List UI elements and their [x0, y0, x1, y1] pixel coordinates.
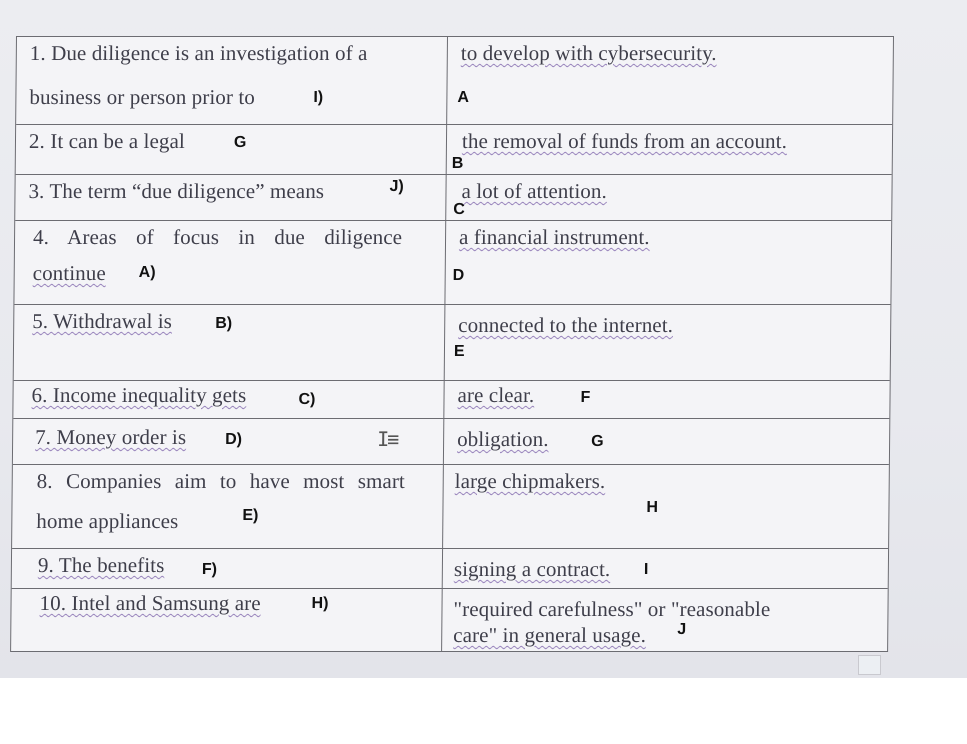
row-2-left-text: 2. It can be a legal [28, 129, 186, 153]
column-divider [442, 465, 444, 548]
column-divider [441, 589, 443, 651]
table-row [14, 221, 891, 305]
row-5-right-text: connected to the internet. [458, 313, 674, 337]
matching-table [10, 36, 894, 652]
row-10-left-text: 10. Intel and Samsung are [39, 591, 261, 615]
row-1-left-letter: I) [313, 89, 324, 106]
row-9-right-text: signing a contract. [453, 557, 611, 581]
row-6-left-letter: C) [298, 391, 316, 408]
column-divider [444, 305, 446, 380]
column-divider [446, 37, 448, 124]
row-8-right-letter: H [646, 499, 659, 516]
table-row [11, 589, 888, 651]
row-10-right-line-2: care" in general usage. [453, 623, 647, 647]
row-8-left-line-1: 8. Companies aim to have most smart [36, 469, 406, 493]
column-divider [442, 549, 443, 588]
table-row [14, 305, 891, 381]
text-cursor-icon: I≡ [377, 427, 398, 451]
row-6-right-letter: F [580, 389, 591, 406]
row-7-right-text: obligation. [457, 427, 549, 451]
row-3-right-text: a lot of attention. [461, 179, 608, 203]
row-10-right-line-1: "required carefulness" or "reasonable [453, 597, 771, 621]
table-row [13, 381, 889, 419]
column-divider [445, 175, 446, 220]
row-3-left-text: 3. The term “due diligence” means [28, 179, 325, 203]
row-9-left-letter: F) [201, 561, 218, 578]
row-4-left-line-2: continue [32, 261, 106, 285]
table-row [16, 125, 892, 175]
row-8-right-text: large chipmakers. [454, 469, 606, 493]
row-1-left-line-1: 1. Due diligence is an investigation of a [29, 41, 368, 65]
column-divider [443, 381, 444, 418]
row-8-left-line-2: home appliances [36, 509, 179, 533]
row-7-right-letter: G [591, 433, 604, 450]
row-1-right-text: to develop with cybersecurity. [460, 41, 717, 65]
row-10-left-letter: H) [311, 595, 329, 612]
column-divider [444, 221, 446, 304]
row-7-left-text: 7. Money order is [35, 425, 187, 449]
row-5-right-letter: E [453, 343, 465, 360]
row-3-left-letter: J) [389, 178, 404, 195]
row-4-right-letter: D [452, 267, 465, 284]
column-divider [446, 125, 447, 174]
column-divider [443, 419, 444, 464]
row-2-right-letter: B [451, 155, 464, 172]
row-9-right-letter: I [643, 561, 649, 578]
row-8-left-letter: E) [242, 507, 259, 524]
row-7-left-letter: D) [225, 431, 243, 448]
row-4-left-line-1: 4. Areas of focus in due diligence [32, 225, 403, 249]
table-row [16, 37, 893, 125]
row-4-right-text: a financial instrument. [458, 225, 650, 249]
row-9-left-text: 9. The benefits [37, 553, 165, 577]
row-3-right-letter: C [453, 201, 465, 218]
table-row [12, 465, 889, 549]
row-1-left-line-2: business or person prior to [29, 85, 256, 109]
table-row [15, 175, 891, 221]
row-4-left-letter: A) [138, 264, 156, 281]
table-resize-handle[interactable] [858, 655, 881, 675]
table-row [13, 419, 889, 465]
row-1-right-letter: A [457, 89, 470, 106]
row-10-right-letter: J [677, 621, 687, 638]
row-2-left-letter: G [233, 134, 247, 151]
row-6-left-text: 6. Income inequality gets [31, 383, 247, 407]
table-row [12, 549, 888, 589]
row-5-left-letter: B) [215, 315, 233, 332]
row-6-right-text: are clear. [457, 383, 535, 407]
row-2-right-text: the removal of funds from an account. [461, 129, 788, 153]
row-5-left-text: 5. Withdrawal is [32, 309, 173, 333]
